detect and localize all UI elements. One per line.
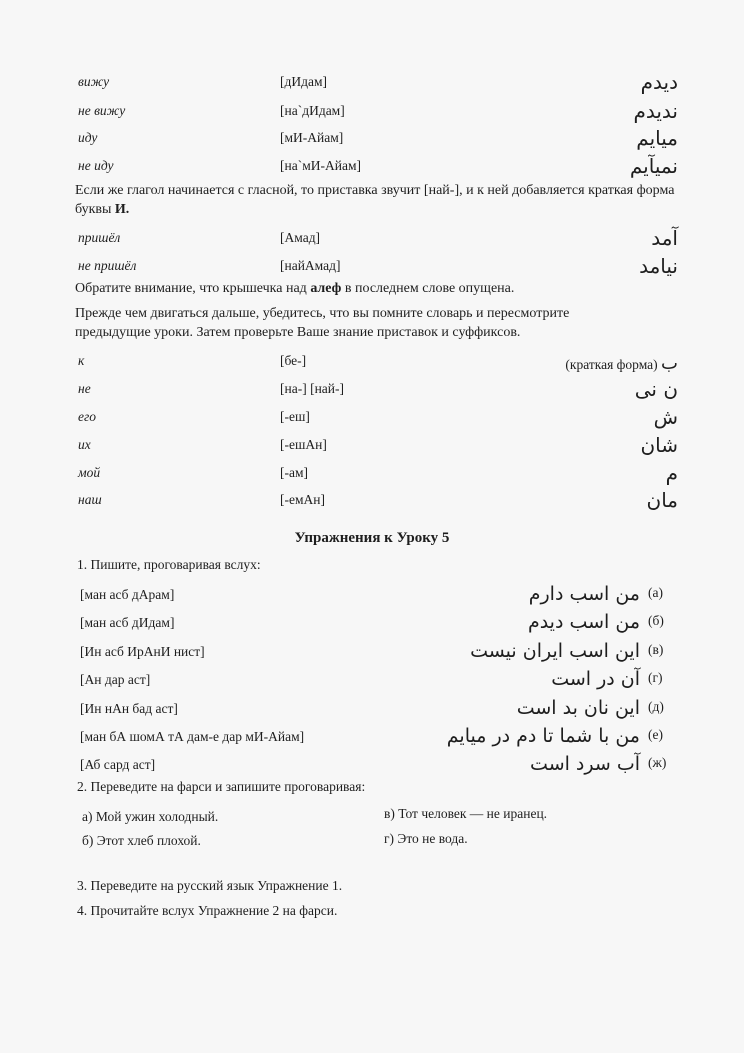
persian-sentence: من اسب دیدم xyxy=(527,611,640,633)
transliteration: [-ешАн] xyxy=(280,437,327,452)
persian-affix xyxy=(565,353,678,374)
transliteration: [на`мИ-Айам] xyxy=(280,158,361,173)
paragraph-text: Обратите внимание, что крышечка над xyxy=(75,281,311,296)
exercise-item xyxy=(0,753,744,781)
exercise-item xyxy=(0,583,744,611)
transliteration: [Аб сард аст] xyxy=(80,757,156,772)
translation-item-g: г) Это не вода. xyxy=(384,831,468,846)
vocab-row xyxy=(0,226,744,252)
russian-word: не иду xyxy=(78,158,114,173)
russian-word: его xyxy=(78,409,97,424)
item-letter: (е) xyxy=(648,727,663,742)
transliteration: [Ин нАн бад аст] xyxy=(80,701,178,716)
affix-row xyxy=(0,377,744,403)
item-letter: (а) xyxy=(648,585,663,600)
persian-letter: ب xyxy=(661,353,678,374)
exercise-item xyxy=(0,640,744,668)
transliteration: [ман бА шомА тА дам-е дар мИ-Айам] xyxy=(80,729,305,744)
task-3: 3. Переведите на русский язык Упражнение 1. xyxy=(77,878,343,893)
persian-affix: شان xyxy=(640,433,678,457)
bold-term: И. xyxy=(114,202,130,217)
paragraph-alef-note xyxy=(75,279,685,298)
transliteration: [мИ-Айам] xyxy=(280,130,344,145)
russian-word: не вижу xyxy=(78,103,126,118)
paragraph-review: Прежде чем двигаться дальше, убедитесь, что вы помните словарь и пересмотрите предыдущие уроки. Затем проверьте Ваше знание приставок и суффиксов. xyxy=(75,306,570,340)
affix-row xyxy=(0,349,744,375)
russian-word: не пришёл xyxy=(78,258,137,273)
persian-word: نمیآیم xyxy=(629,154,678,178)
exercise-item xyxy=(0,611,744,639)
persian-word: نیامد xyxy=(639,254,678,278)
transliteration: [бе-] xyxy=(280,353,307,368)
russian-word: пришёл xyxy=(78,230,121,245)
vocab-row xyxy=(0,254,744,280)
persian-word: ندیدم xyxy=(633,99,678,123)
vocab-row xyxy=(0,154,744,180)
item-letter: (в) xyxy=(648,642,664,657)
transliteration: [на-] [най-] xyxy=(280,381,345,396)
exercise-item xyxy=(0,725,744,753)
russian-word: к xyxy=(78,353,85,368)
persian-word: دیدم xyxy=(640,70,678,94)
affix-row xyxy=(0,405,744,431)
exercise-heading: Упражнения к Уроку 5 xyxy=(294,530,450,546)
item-letter: (ж) xyxy=(648,755,667,770)
affix-note: (краткая форма) xyxy=(565,357,658,372)
translation-item-a: а) Мой ужин холодный. xyxy=(82,809,219,824)
item-letter: (д) xyxy=(648,699,664,714)
paragraph-vowel-prefix xyxy=(75,181,685,219)
persian-affix: مان xyxy=(646,488,678,512)
transliteration: [ман асб дИдам] xyxy=(80,615,175,630)
paragraph-text: Если же глагол начинается с гласной, то приставка звучит [най-], и к ней добавляется краткая форма буквы xyxy=(75,183,675,217)
transliteration: [Ан дар аст] xyxy=(80,672,151,687)
affix-row xyxy=(0,433,744,459)
persian-word: میایم xyxy=(636,126,678,150)
exercise-item xyxy=(0,697,744,725)
task-1: 1. Пишите, проговаривая вслух: xyxy=(77,557,261,572)
persian-sentence: این نان بد است xyxy=(516,697,640,719)
persian-word: آمد xyxy=(651,226,678,250)
persian-affix: ن نی xyxy=(634,377,678,401)
affix-row xyxy=(0,461,744,487)
task-2: 2. Переведите на фарси и запишите проговаривая: xyxy=(77,779,366,794)
russian-word: мой xyxy=(78,465,101,480)
transliteration: [найАмад] xyxy=(280,258,341,273)
affix-row xyxy=(0,488,744,514)
vocab-row xyxy=(0,99,744,125)
bold-term: алеф xyxy=(310,281,342,296)
persian-affix: ش xyxy=(653,405,678,429)
persian-sentence: من اسب دارم xyxy=(528,583,640,605)
transliteration: [Амад] xyxy=(280,230,321,245)
russian-word: вижу xyxy=(78,74,110,89)
exercise-item xyxy=(0,668,744,696)
transliteration: [-емАн] xyxy=(280,492,325,507)
persian-affix: م xyxy=(665,461,678,485)
russian-word: иду xyxy=(78,130,98,145)
transliteration: [на`дИдам] xyxy=(280,103,345,118)
translation-item-b: б) Этот хлеб плохой. xyxy=(82,833,201,848)
russian-word: не xyxy=(78,381,91,396)
persian-sentence: آب سرد است xyxy=(530,753,640,775)
persian-sentence: آن در است xyxy=(551,668,640,690)
persian-sentence: این اسب ایران نیست xyxy=(470,640,640,662)
persian-sentence: من با شما تا دم در میایم xyxy=(446,725,640,747)
item-letter: (г) xyxy=(648,670,663,685)
item-letter: (б) xyxy=(648,613,664,628)
translation-item-v: в) Тот человек — не иранец. xyxy=(384,806,548,821)
transliteration: [дИдам] xyxy=(280,74,328,89)
vocab-row xyxy=(0,126,744,152)
transliteration: [ман асб дАрам] xyxy=(80,587,175,602)
task-4: 4. Прочитайте вслух Упражнение 2 на фарси. xyxy=(77,903,338,918)
vocab-row xyxy=(0,70,744,96)
russian-word: их xyxy=(78,437,91,452)
transliteration: [Ин асб ИрАнИ нист] xyxy=(80,644,205,659)
russian-word: наш xyxy=(78,492,102,507)
transliteration: [-еш] xyxy=(280,409,310,424)
paragraph-text: в последнем слове опущена. xyxy=(341,281,515,296)
transliteration: [-ам] xyxy=(280,465,309,480)
